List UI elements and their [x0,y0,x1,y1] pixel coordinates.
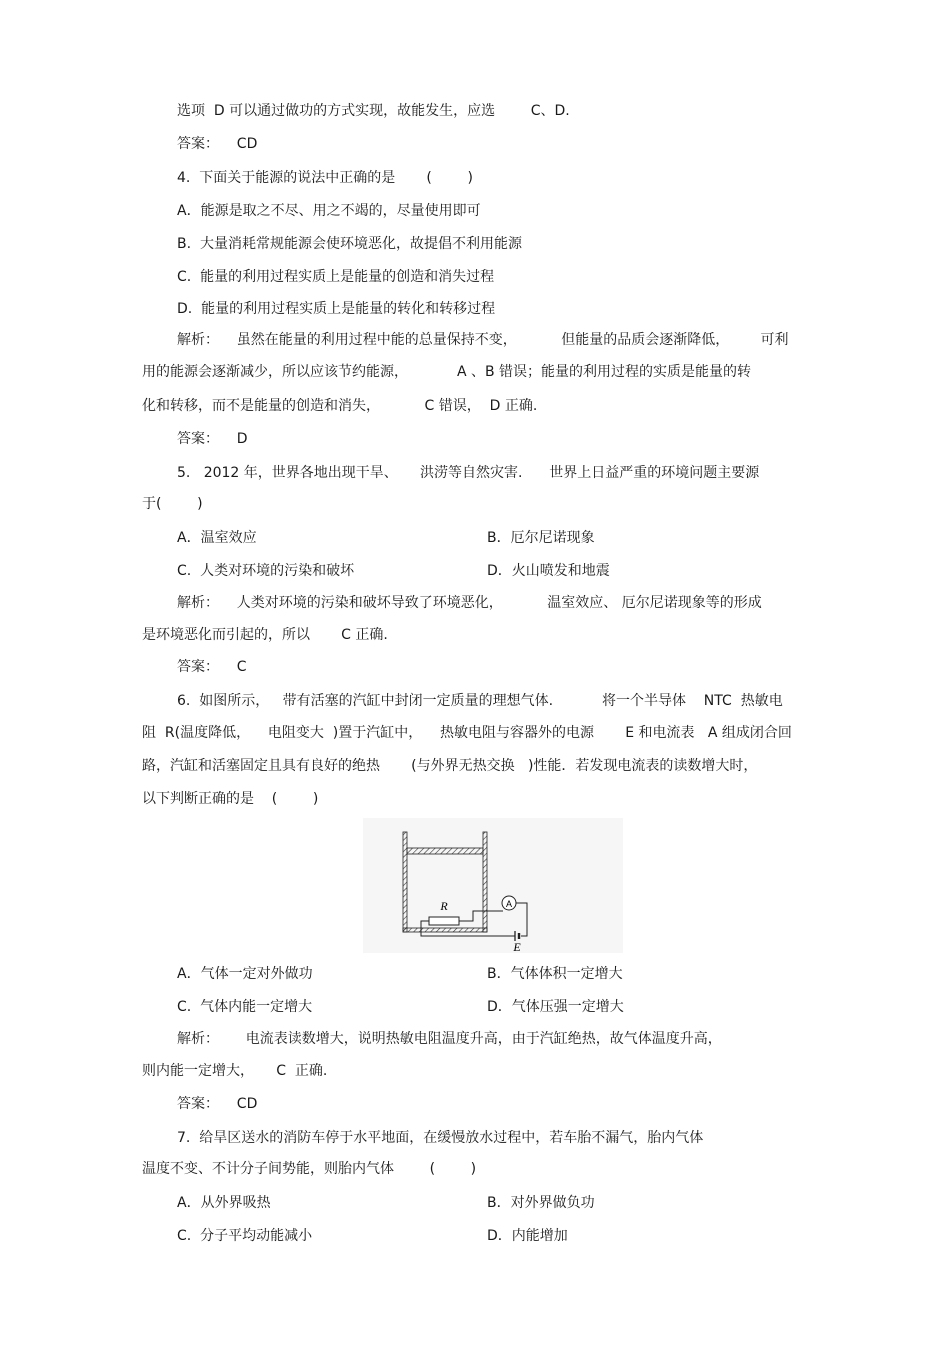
question-7-option-c: C. 分子平均动能减小 [177,1228,313,1244]
answer-line: 答案： D [177,431,248,447]
question-4-option-b: B. 大量消耗常规能源会使环境恶化，故提倡不利用能源 [177,236,522,252]
piston [407,848,483,854]
analysis-line: 解析： 虽然在能量的利用过程中能的总量保持不变， 但能量的品质会逐渐降低， 可利 [177,332,789,348]
analysis-line: 是环境恶化而引起的，所以 C 正确. [142,627,388,643]
question-5-stem: 5. 2012 年，世界各地出现干旱、 洪涝等自然灾害. 世界上日益严重的环境问题主要源 [177,465,760,481]
question-5-stem: 于( ) [142,496,203,512]
analysis-line: 用的能源会逐渐减少，所以应该节约能源， A 、B 错误；能量的利用过程的实质是能量的转 [142,364,752,380]
question-4-option-a: A．能源是取之不尽、用之不竭的，尽量使用即可 [177,203,481,219]
analysis-line: 解析： 人类对环境的污染和破坏导致了环境恶化， 温室效应、 厄尔尼诺现象等的形成 [177,595,762,611]
question-7-option-d: D．内能增加 [487,1228,568,1244]
cylinder-right-wall [483,832,487,932]
answer-line: 答案： CD [177,136,258,152]
question-6-stem: 以下判断正确的是 ( ) [142,791,319,807]
resistor-label: R [440,899,448,913]
cylinder-left-wall [403,832,407,932]
analysis-line: 解析： 电流表读数增大，说明热敏电阻温度升高，由于汽缸绝热，故气体温度升高， [177,1031,722,1047]
ammeter-label: A [505,899,513,909]
question-6-option-d: D．气体压强一定增大 [487,999,624,1015]
cylinder-circuit-diagram [363,818,623,953]
question-6-option-b: B．气体体积一定增大 [487,966,623,982]
question-5-option-a: A．温室效应 [177,530,257,546]
answer-line: 答案： C [177,659,247,675]
question-7-option-a: A．从外界吸热 [177,1195,271,1211]
analysis-line: 则内能一定增大， C 正确. [142,1063,328,1079]
answer-line: 答案： CD [177,1096,258,1112]
question-4-option-c: C. 能量的利用过程实质上是能量的创造和消失过程 [177,269,495,285]
question-7-stem: 温度不变、不计分子间势能，则胎内气体 ( ) [142,1161,477,1177]
question-7-stem: 7. 给旱区送水的消防车停于水平地面，在缓慢放水过程中，若车胎不漏气，胎内气体 [177,1130,704,1146]
question-4-stem: 4. 下面关于能源的说法中正确的是 ( ) [177,170,473,186]
question-6-option-c: C. 气体内能一定增大 [177,999,313,1015]
text-line: 选项 D 可以通过做功的方式实现，故能发生，应选 C、D. [177,103,570,119]
cylinder-bottom [403,928,487,932]
analysis-line: 化和转移，而不是能量的创造和消失， C 错误， D 正确. [142,398,538,414]
question-5-option-d: D．火山喷发和地震 [487,563,610,579]
question-4-option-d: D. 能量的利用过程实质上是能量的转化和转移过程 [177,301,496,317]
question-6-stem: 6. 如图所示， 带有活塞的汽缸中封闭一定质量的理想气体. 将一个半导体 NTC 热敏电 [177,693,783,709]
question-6-option-a: A．气体一定对外做功 [177,966,313,982]
source-label: E [513,940,521,953]
thermistor-resistor [429,917,459,925]
question-5-option-b: B．厄尔尼诺现象 [487,530,595,546]
question-6-stem: 路，汽缸和活塞固定且具有良好的绝热 (与外界无热交换 )性能．若发现电流表的读数增大时， [142,758,758,774]
question-7-option-b: B．对外界做负功 [487,1195,595,1211]
question-6-stem: 阻 R(温度降低， 电阻变大 )置于汽缸中， 热敏电阻与容器外的电源 E 和电流表 A 组成闭合回 [142,725,792,741]
question-5-option-c: C. 人类对环境的污染和破坏 [177,563,355,579]
